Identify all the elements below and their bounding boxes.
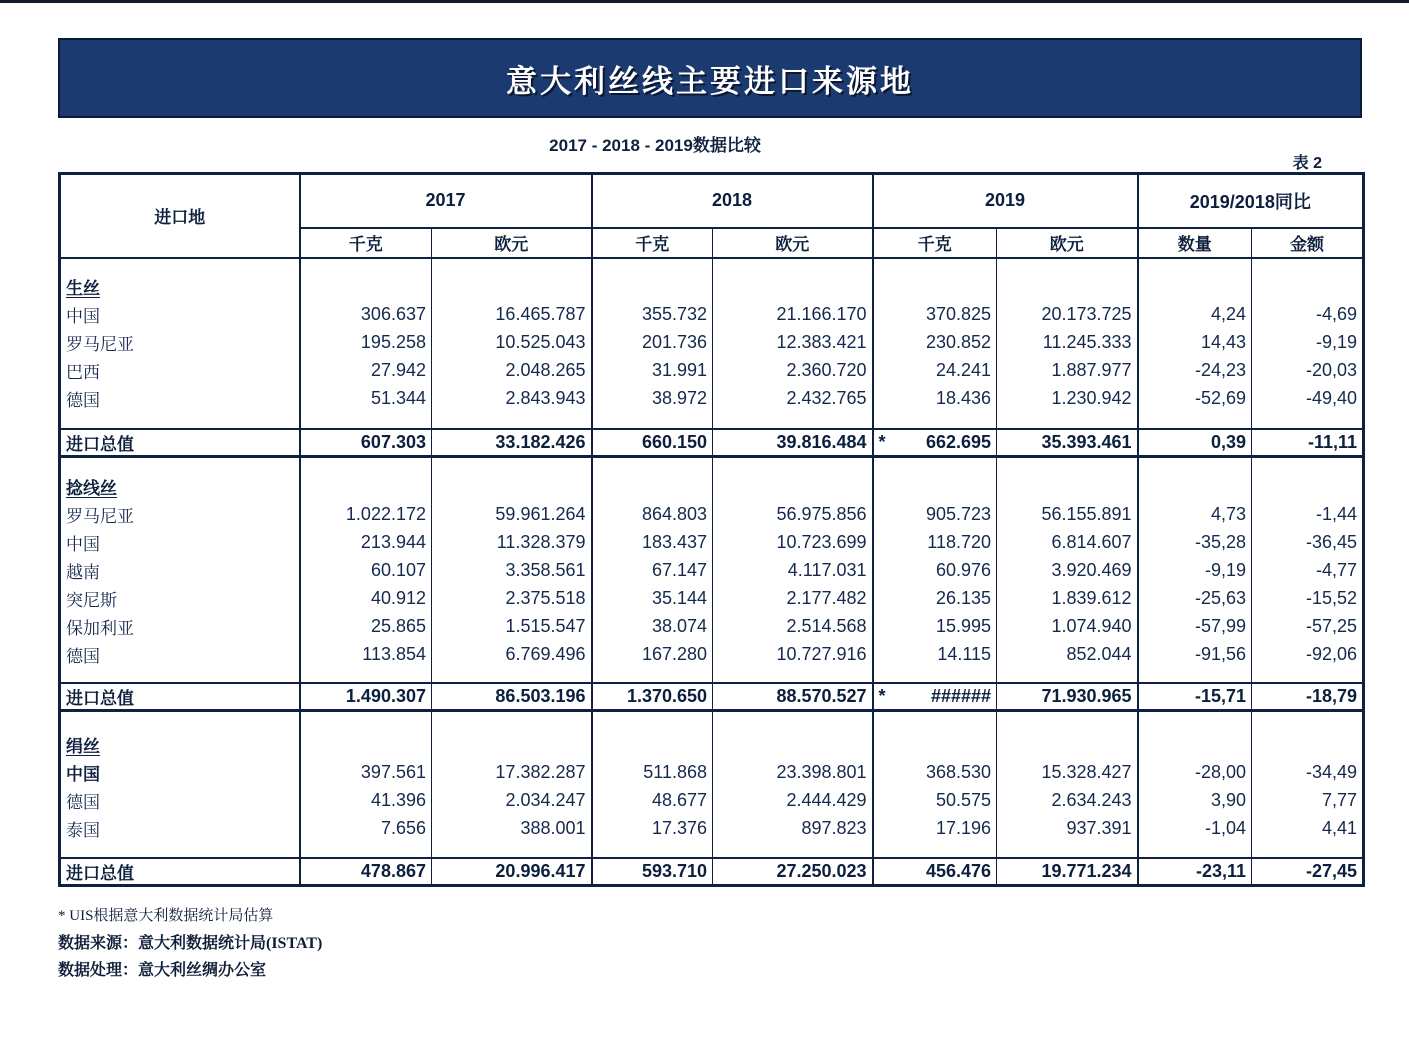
cell: 397.561: [300, 759, 432, 787]
cell: 1.074.940: [997, 613, 1138, 641]
spacer-cell: [997, 457, 1138, 473]
spacer-cell: [873, 258, 997, 273]
cell: 306.637: [300, 301, 432, 329]
cell: 15.328.427: [997, 759, 1138, 787]
spacer-cell: [1252, 843, 1364, 858]
cell: 2.432.765: [713, 385, 873, 413]
spacer-cell: [300, 843, 432, 858]
empty-cell: [713, 731, 873, 759]
spacer-cell: [997, 843, 1138, 858]
cell: 2.048.265: [432, 357, 592, 385]
spacer-cell: [60, 258, 300, 273]
total-cell: 660.150: [592, 429, 713, 457]
spacer-cell: [432, 711, 592, 731]
spacer-cell: [1138, 258, 1252, 273]
spacer-cell: [713, 413, 873, 429]
row-label: 越南: [60, 557, 300, 585]
empty-cell: [997, 273, 1138, 301]
spacer-cell: [432, 258, 592, 273]
spacer-cell: [1138, 413, 1252, 429]
page-title: 意大利丝线主要进口来源地: [506, 63, 914, 99]
total-cell: -27,45: [1252, 858, 1364, 886]
cell: 852.044: [997, 641, 1138, 669]
spacer-cell: [873, 843, 997, 858]
cell: 118.720: [873, 529, 997, 557]
cell: 201.736: [592, 329, 713, 357]
empty-cell: [713, 273, 873, 301]
cell: 38.074: [592, 613, 713, 641]
empty-cell: [873, 473, 997, 501]
empty-cell: [432, 731, 592, 759]
cell: -91,56: [1138, 641, 1252, 669]
total-cell: 35.393.461: [997, 429, 1138, 457]
total-cell: 33.182.426: [432, 429, 592, 457]
section-label: 捻线丝: [60, 473, 300, 501]
total-cell: -23,11: [1138, 858, 1252, 886]
footnotes: [58, 903, 322, 984]
total-cell: 86.503.196: [432, 683, 592, 711]
cell: 1.515.547: [432, 613, 592, 641]
spacer-cell: [713, 669, 873, 683]
cell: 195.258: [300, 329, 432, 357]
row-label: 德国: [60, 787, 300, 815]
col-yoy-amt: 金额: [1252, 228, 1364, 258]
table-row: [60, 501, 1364, 529]
spacer-cell: [432, 413, 592, 429]
total-cell: -11,11: [1252, 429, 1364, 457]
total-label: 进口总值: [60, 429, 300, 457]
total-cell: 71.930.965: [997, 683, 1138, 711]
row-label: 罗马尼亚: [60, 329, 300, 357]
cell: -1,44: [1316, 504, 1358, 524]
cell: 67.147: [592, 557, 713, 585]
cell: 12.383.421: [713, 329, 873, 357]
cell: 2.444.429: [713, 787, 873, 815]
spacer-cell: [592, 711, 713, 731]
cell: 35.144: [592, 585, 713, 613]
row-label: 德国: [60, 641, 300, 669]
section-row: [60, 273, 1364, 301]
col-2017-eur: 欧元: [432, 228, 592, 258]
empty-cell: [300, 731, 432, 759]
cell: 60.976: [873, 557, 997, 585]
total-cell: 0,39: [1138, 429, 1252, 457]
spacer-cell: [713, 843, 873, 858]
row-label: 泰国: [60, 815, 300, 843]
empty-cell: [592, 473, 713, 501]
cell: 56.975.856: [713, 501, 873, 529]
cell: -49,40: [1306, 388, 1358, 408]
table-row: [60, 385, 1364, 413]
table-row: [60, 357, 1364, 385]
page-top-rule: [0, 0, 1409, 3]
spacer-cell: [997, 258, 1138, 273]
section-label: 生丝: [60, 273, 300, 301]
cell: -9,19: [1316, 332, 1358, 352]
spacer-cell: [432, 843, 592, 858]
empty-cell: [997, 473, 1138, 501]
col-2017-kg: 千克: [300, 228, 432, 258]
cell: 2.375.518: [432, 585, 592, 613]
cell: 10.723.699: [713, 529, 873, 557]
empty-cell: [300, 273, 432, 301]
cell: 2.034.247: [432, 787, 592, 815]
cell: 26.135: [873, 585, 997, 613]
empty-cell: [1252, 273, 1364, 301]
cell: 4,41: [1322, 818, 1358, 838]
empty-cell: [1138, 473, 1252, 501]
spacer-cell: [1252, 669, 1364, 683]
cell: -57,25: [1306, 616, 1358, 636]
table-row: [60, 329, 1364, 357]
table-row: [60, 787, 1364, 815]
spacer-cell: [873, 669, 997, 683]
cell: 50.575: [873, 787, 997, 815]
total-label: 进口总值: [60, 683, 300, 711]
cell: 897.823: [713, 815, 873, 843]
empty-cell: [592, 731, 713, 759]
total-cell: 478.867: [300, 858, 432, 886]
col-2019-eur: 欧元: [997, 228, 1138, 258]
cell: 10.525.043: [432, 329, 592, 357]
cell: 4,24: [1138, 301, 1252, 329]
cell: 355.732: [592, 301, 713, 329]
cell: 24.241: [873, 357, 997, 385]
cell: 17.196: [873, 815, 997, 843]
spacer-cell: [1138, 843, 1252, 858]
cell: 183.437: [592, 529, 713, 557]
row-label: 中国: [60, 529, 300, 557]
cell: 368.530: [873, 759, 997, 787]
cell: 230.852: [873, 329, 997, 357]
table-row: [60, 641, 1364, 669]
cell: 864.803: [592, 501, 713, 529]
row-label: 突尼斯: [60, 585, 300, 613]
cell: 17.382.287: [432, 759, 592, 787]
empty-cell: [1138, 731, 1252, 759]
spacer-row: [60, 413, 1364, 429]
total-row: [60, 429, 1364, 457]
footnote-processing: 数据处理：意大利丝绸办公室: [58, 962, 267, 979]
marked-value: [879, 432, 992, 453]
cell: 40.912: [300, 585, 432, 613]
cell: 59.961.264: [432, 501, 592, 529]
cell: -20,03: [1306, 360, 1358, 380]
cell: -15,52: [1306, 588, 1358, 608]
estimate-asterisk: *: [878, 685, 886, 706]
cell: -34,49: [1306, 762, 1358, 782]
total-cell-marked: [873, 683, 997, 711]
section-label: 绢丝: [60, 731, 300, 759]
cell: 370.825: [873, 301, 997, 329]
total-cell: 20.996.417: [432, 858, 592, 886]
row-label: 罗马尼亚: [60, 501, 300, 529]
spacer-cell: [592, 413, 713, 429]
spacer-cell: [60, 413, 300, 429]
cell: 213.944: [300, 529, 432, 557]
row-label: 中国: [60, 759, 300, 787]
spacer-cell: [1252, 413, 1364, 429]
cell: 11.245.333: [997, 329, 1138, 357]
cell: -24,23: [1138, 357, 1252, 385]
spacer-row: [60, 669, 1364, 683]
spacer-cell: [592, 457, 713, 473]
cell: -52,69: [1138, 385, 1252, 413]
cell: 905.723: [873, 501, 997, 529]
cell: 937.391: [997, 815, 1138, 843]
empty-cell: [713, 473, 873, 501]
spacer-cell: [873, 711, 997, 731]
section-row: [60, 473, 1364, 501]
section-row: [60, 731, 1364, 759]
cell: 20.173.725: [997, 301, 1138, 329]
yoy-header: 2019/2018同比: [1138, 174, 1364, 228]
total-cell: 607.303: [300, 429, 432, 457]
cell: 388.001: [432, 815, 592, 843]
cell: 48.677: [592, 787, 713, 815]
cell: 2.514.568: [713, 613, 873, 641]
col-2018-eur: 欧元: [713, 228, 873, 258]
cell: -4,77: [1316, 560, 1358, 580]
title-bar: [58, 38, 1362, 118]
cell: 25.865: [300, 613, 432, 641]
spacer-cell: [60, 669, 300, 683]
row-label: 中国: [60, 301, 300, 329]
row-label: 巴西: [60, 357, 300, 385]
spacer-cell: [592, 258, 713, 273]
total-cell: -15,71: [1138, 683, 1252, 711]
year-2019-header: 2019: [873, 174, 1138, 228]
total-cell: 27.250.023: [713, 858, 873, 886]
year-2017-header: 2017: [300, 174, 592, 228]
spacer-row: [60, 711, 1364, 731]
spacer-cell: [60, 457, 300, 473]
year-2018-header: 2018: [592, 174, 873, 228]
cell: 18.436: [873, 385, 997, 413]
spacer-cell: [300, 413, 432, 429]
cell: -35,28: [1138, 529, 1252, 557]
spacer-cell: [997, 669, 1138, 683]
spacer-cell: [1138, 669, 1252, 683]
table-row: [60, 585, 1364, 613]
cell: 167.280: [592, 641, 713, 669]
total-cell: 19.771.234: [997, 858, 1138, 886]
spacer-row: [60, 843, 1364, 858]
cell: 113.854: [300, 641, 432, 669]
empty-cell: [1252, 731, 1364, 759]
spacer-cell: [873, 413, 997, 429]
total-value: 662.695: [925, 431, 992, 452]
spacer-cell: [432, 669, 592, 683]
cell: 11.328.379: [432, 529, 592, 557]
cell: 7,77: [1322, 790, 1358, 810]
spacer-cell: [713, 457, 873, 473]
total-cell: 1.370.650: [592, 683, 713, 711]
empty-cell: [1252, 473, 1364, 501]
cell: 7.656: [300, 815, 432, 843]
cell: 10.727.916: [713, 641, 873, 669]
table-body: [60, 258, 1364, 886]
table-number-label: 表 2: [1292, 155, 1322, 172]
empty-cell: [997, 731, 1138, 759]
spacer-cell: [592, 843, 713, 858]
spacer-cell: [1138, 711, 1252, 731]
total-cell: -18,79: [1252, 683, 1364, 711]
cell: 6.769.496: [432, 641, 592, 669]
cell: 31.991: [592, 357, 713, 385]
total-row: [60, 683, 1364, 711]
cell: 38.972: [592, 385, 713, 413]
empty-cell: [432, 473, 592, 501]
cell: 27.942: [300, 357, 432, 385]
table-row: [60, 529, 1364, 557]
cell: 56.155.891: [997, 501, 1138, 529]
spacer-cell: [997, 413, 1138, 429]
cell: 23.398.801: [713, 759, 873, 787]
total-row: [60, 858, 1364, 886]
spacer-cell: [997, 711, 1138, 731]
spacer-cell: [713, 711, 873, 731]
spacer-cell: [432, 457, 592, 473]
cell: 6.814.607: [997, 529, 1138, 557]
footnote-source: 数据来源：意大利数据统计局(ISTAT): [58, 935, 323, 952]
col-2018-kg: 千克: [592, 228, 713, 258]
cell: 51.344: [300, 385, 432, 413]
spacer-cell: [873, 457, 997, 473]
col-2019-kg: 千克: [873, 228, 997, 258]
cell: 17.376: [592, 815, 713, 843]
table-row: [60, 759, 1364, 787]
cell: 1.887.977: [997, 357, 1138, 385]
cell: 2.360.720: [713, 357, 873, 385]
cell: 4.117.031: [713, 557, 873, 585]
marked-value: [879, 686, 992, 707]
total-cell: 593.710: [592, 858, 713, 886]
table-row: [60, 613, 1364, 641]
cell: 15.995: [873, 613, 997, 641]
footnote-estimate: * UIS根据意大利数据统计局估算: [58, 908, 274, 924]
total-value: ######: [930, 685, 992, 706]
empty-cell: [592, 273, 713, 301]
cell: 3.920.469: [997, 557, 1138, 585]
cell: 3,90: [1138, 787, 1252, 815]
cell: -4,69: [1316, 304, 1358, 324]
spacer-cell: [60, 711, 300, 731]
spacer-row: [60, 258, 1364, 273]
cell: 2.177.482: [713, 585, 873, 613]
total-cell: 1.490.307: [300, 683, 432, 711]
cell: 14.115: [873, 641, 997, 669]
cell: 1.022.172: [300, 501, 432, 529]
cell: 21.166.170: [713, 301, 873, 329]
cell: -1,04: [1138, 815, 1252, 843]
spacer-row: [60, 457, 1364, 473]
row-label: 德国: [60, 385, 300, 413]
col-yoy-qty: 数量: [1138, 228, 1252, 258]
cell: 511.868: [592, 759, 713, 787]
spacer-cell: [300, 669, 432, 683]
cell: -25,63: [1138, 585, 1252, 613]
total-label: 进口总值: [60, 858, 300, 886]
cell: 60.107: [300, 557, 432, 585]
spacer-cell: [1252, 258, 1364, 273]
subtitle: 2017 - 2018 - 2019数据比较: [549, 136, 761, 155]
cell: 1.839.612: [997, 585, 1138, 613]
cell: -28,00: [1138, 759, 1252, 787]
cell: 2.634.243: [997, 787, 1138, 815]
spacer-cell: [1252, 711, 1364, 731]
spacer-cell: [1252, 457, 1364, 473]
cell: 1.230.942: [997, 385, 1138, 413]
cell: -9,19: [1138, 557, 1252, 585]
table-row: [60, 815, 1364, 843]
spacer-cell: [713, 258, 873, 273]
cell: -36,45: [1306, 532, 1358, 552]
cell: 16.465.787: [432, 301, 592, 329]
import-sources-table: [58, 172, 1365, 887]
total-cell: 39.816.484: [713, 429, 873, 457]
cell: -57,99: [1138, 613, 1252, 641]
spacer-cell: [60, 843, 300, 858]
cell: 3.358.561: [432, 557, 592, 585]
spacer-cell: [592, 669, 713, 683]
empty-cell: [300, 473, 432, 501]
empty-cell: [873, 731, 997, 759]
total-cell: 456.476: [873, 858, 997, 886]
empty-cell: [1138, 273, 1252, 301]
estimate-asterisk: *: [878, 431, 886, 452]
spacer-cell: [300, 258, 432, 273]
row-label: 保加利亚: [60, 613, 300, 641]
spacer-cell: [300, 457, 432, 473]
spacer-cell: [1138, 457, 1252, 473]
corner-header: 进口地: [60, 174, 300, 258]
table-row: [60, 557, 1364, 585]
cell: 41.396: [300, 787, 432, 815]
cell: -92,06: [1306, 644, 1358, 664]
total-cell: 88.570.527: [713, 683, 873, 711]
cell: 14,43: [1138, 329, 1252, 357]
empty-cell: [873, 273, 997, 301]
spacer-cell: [300, 711, 432, 731]
total-cell-marked: [873, 429, 997, 457]
table-row: [60, 301, 1364, 329]
cell: 4,73: [1138, 501, 1252, 529]
cell: 2.843.943: [432, 385, 592, 413]
header-group-row: [60, 174, 1364, 228]
empty-cell: [432, 273, 592, 301]
